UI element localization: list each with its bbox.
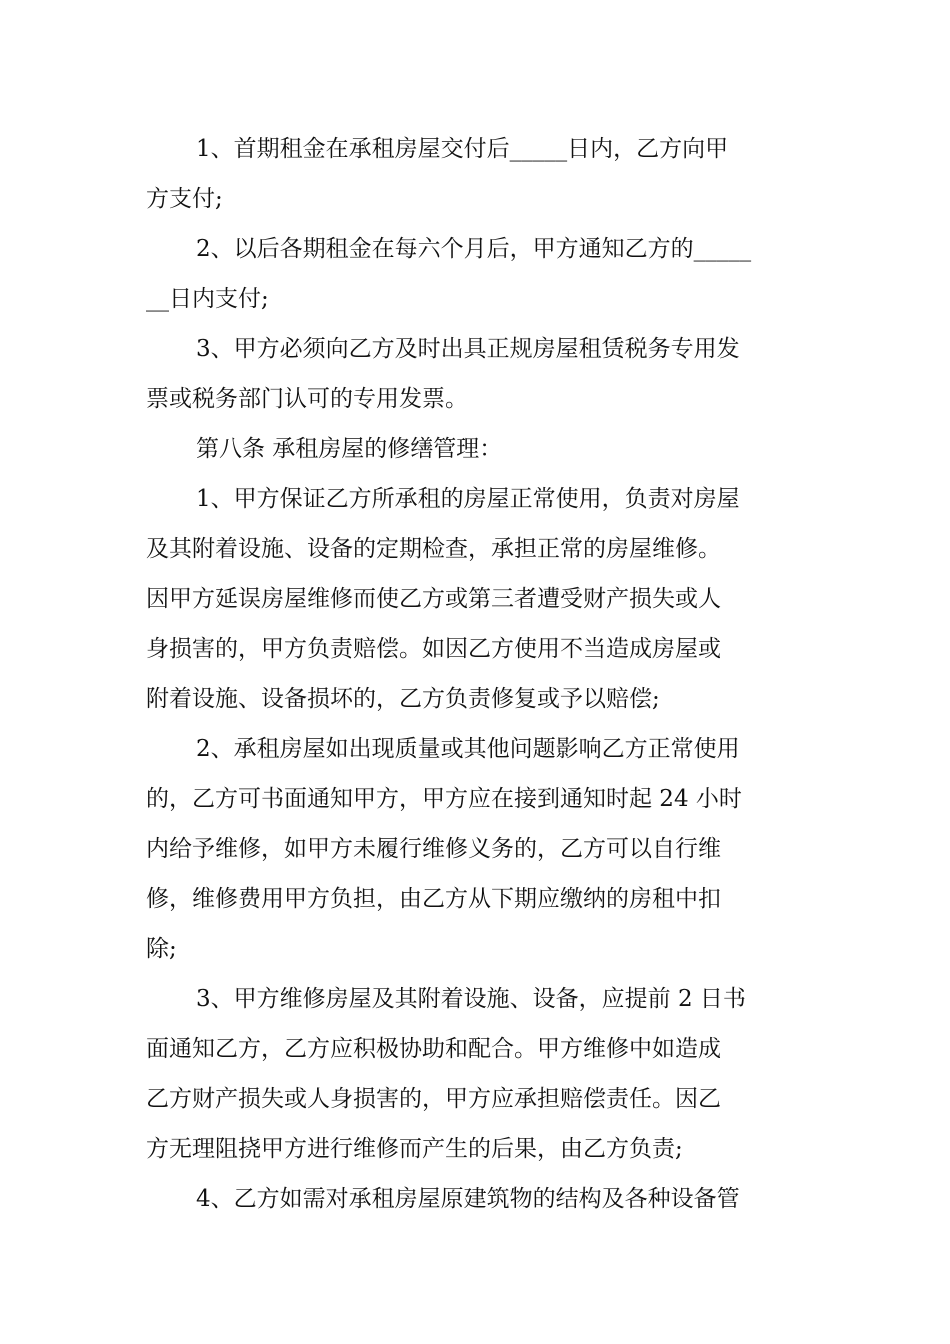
text-line: __日内支付;	[146, 286, 269, 312]
text-line: 3、甲方必须向乙方及时出具正规房屋租赁税务专用发	[196, 336, 740, 362]
text-line: 及其附着设施、设备的定期检查，承担正常的房屋维修。	[146, 536, 721, 562]
text-line: 修，维修费用甲方负担，由乙方从下期应缴纳的房租中扣	[146, 886, 721, 912]
text-line: 的，乙方可书面通知甲方，甲方应在接到通知时起 24 小时	[146, 786, 742, 812]
text-line: 方无理阻挠甲方进行维修而产生的后果，由乙方负责;	[146, 1136, 683, 1162]
text-line: 面通知乙方，乙方应积极协助和配合。甲方维修中如造成	[146, 1036, 721, 1062]
text-line: 票或税务部门认可的专用发票。	[146, 386, 468, 412]
text-line: 1、甲方保证乙方所承租的房屋正常使用，负责对房屋	[196, 486, 740, 512]
text-line: 除;	[146, 936, 177, 962]
text-line: 1、首期租金在承租房屋交付后_____日内，乙方向甲	[196, 136, 729, 162]
text-line: 3、甲方维修房屋及其附着设施、设备，应提前 2 日书	[196, 986, 746, 1012]
text-line: 2、承租房屋如出现质量或其他问题影响乙方正常使用	[196, 736, 740, 762]
text-line: 附着设施、设备损坏的，乙方负责修复或予以赔偿;	[146, 686, 660, 712]
document-body	[146, 124, 810, 1224]
text-line: 内给予维修，如甲方未履行维修义务的，乙方可以自行维	[146, 836, 721, 862]
text-line: 因甲方延误房屋维修而使乙方或第三者遭受财产损失或人	[146, 586, 721, 612]
text-line: 方支付;	[146, 186, 223, 212]
text-line: 乙方财产损失或人身损害的，甲方应承担赔偿责任。因乙	[146, 1086, 721, 1112]
text-line: 4、乙方如需对承租房屋原建筑物的结构及各种设备管	[196, 1186, 740, 1212]
text-line: 2、以后各期租金在每六个月后，甲方通知乙方的_____	[196, 236, 752, 262]
text-line: 身损害的，甲方负责赔偿。如因乙方使用不当造成房屋或	[146, 636, 721, 662]
section-heading: 第八条 承租房屋的修缮管理：	[196, 436, 503, 462]
